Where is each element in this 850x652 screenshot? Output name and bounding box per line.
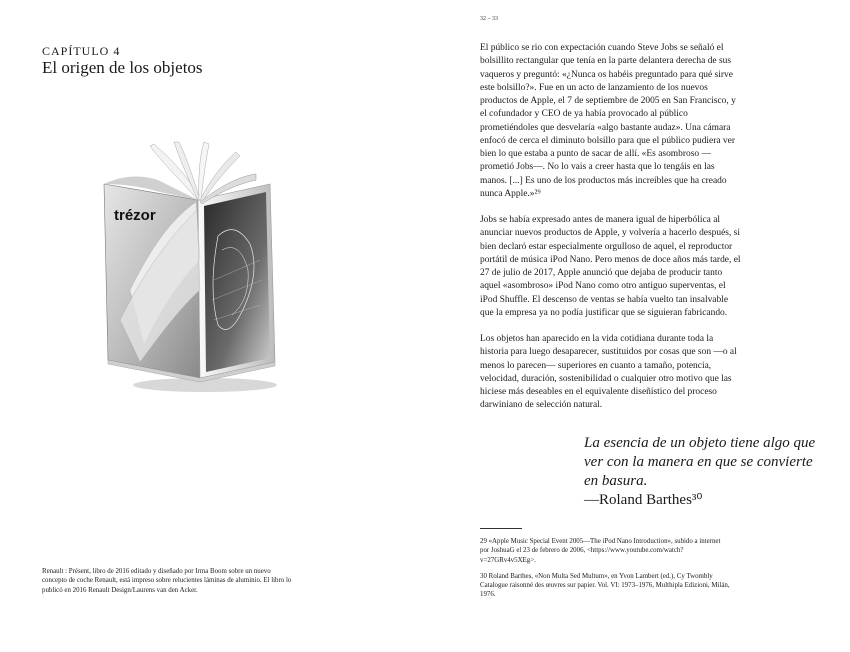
figure-caption: Renault : Présent, libro de 2016 editado y diseñado por Irma Boom sobre un nuevo concepto de coche Renault, está impreso sobre relucientes láminas de aluminio. El libro lo publicó en 2016 Renault Design/Laurens van den Acker. xyxy=(42,568,292,594)
footnote-rule xyxy=(480,528,522,529)
page-number: 32 – 33 xyxy=(480,16,498,22)
chapter-label: CAPÍTULO 4 xyxy=(42,44,121,58)
paragraph: Los objetos han aparecido en la vida cotidiana durante toda la historia para luego desaparecer, sustituidos por cosas que son —o al menos lo parecen— superiores en cuanto a tamaño, potencia, velocidad, duración, sostenibilidad o cualquier otro motivo que las hiciese más deseables en el equivalente diseñístico del proceso darwiniano de selección natural. xyxy=(480,334,737,411)
paragraph: Jobs se había expresado antes de manera igual de hiperbólica al anunciar nuevos productos de Apple, y volvería a hacerlo después, si bien declaró estar especialmente orgulloso de aquel, el reproductor portátil de música iPod Nano. Pero menos de doce años más tarde, el 27 de julio de 2017, Apple anunció que dejaba de producir tanto aquel «asombroso» iPod Nano como otro antiguo superventas, el iPod Shuffle. El descenso de ventas se había vuelto tan insalvable que la empresa ya no podía justificar que se siguieran fabricando. xyxy=(480,215,741,318)
body-text xyxy=(480,42,742,426)
cover-brand-text: trézor xyxy=(114,207,156,224)
paragraph: El público se rio con expectación cuando Steve Jobs se señaló el bolsillito rectangular que tenía en la parte delantera derecha de sus vaqueros y preguntó: «¿Nunca os habéis preguntado para qué sirve este bolsillo?». Fue en un acto de lanzamiento de los nuevos productos de Apple, el 7 de septiembre de 2005 en San Francisco, y el cofundador y CEO de ya había provocado al público prometiéndoles que desvelaría «algo bastante audaz». Una cámara enfocó de cerca el diminuto bolsillo para que el público pudiera ver bien lo que estaba a punto de sacar de allí. «Es asombroso —prometió Jobs—. No lo vais a creer hasta que lo tengáis en las manos. [...] Es uno de los productos más increíbles que ha creado nunca Apple.»²⁹ xyxy=(480,43,736,199)
chapter-title: El origen de los objetos xyxy=(42,58,203,77)
book-photo xyxy=(100,140,290,400)
footnote: 30 Roland Barthes, «Non Multa Sed Multum», en Yvon Lambert (ed.), Cy Twombly Catalogue raisonné des œuvres sur papier. Vol. VI: 1973–1976, Multhipla Edizioni, Milán, 1976. xyxy=(480,572,730,599)
footnotes xyxy=(480,537,730,607)
footnote: 29 «Apple Music Special Event 2005—The iPod Nano Introduction», subido a internet por JoshuaG el 23 de febrero de 2006, <https://www.youtube.com/watch?v=27GRv4v5XEg>. xyxy=(480,538,721,564)
quote-author: —Roland Barthes³⁰ xyxy=(584,492,703,508)
quote-text: La esencia de un objeto tiene algo que ver con la manera en que se convierte en basura. xyxy=(584,435,816,489)
pull-quote xyxy=(584,434,824,510)
